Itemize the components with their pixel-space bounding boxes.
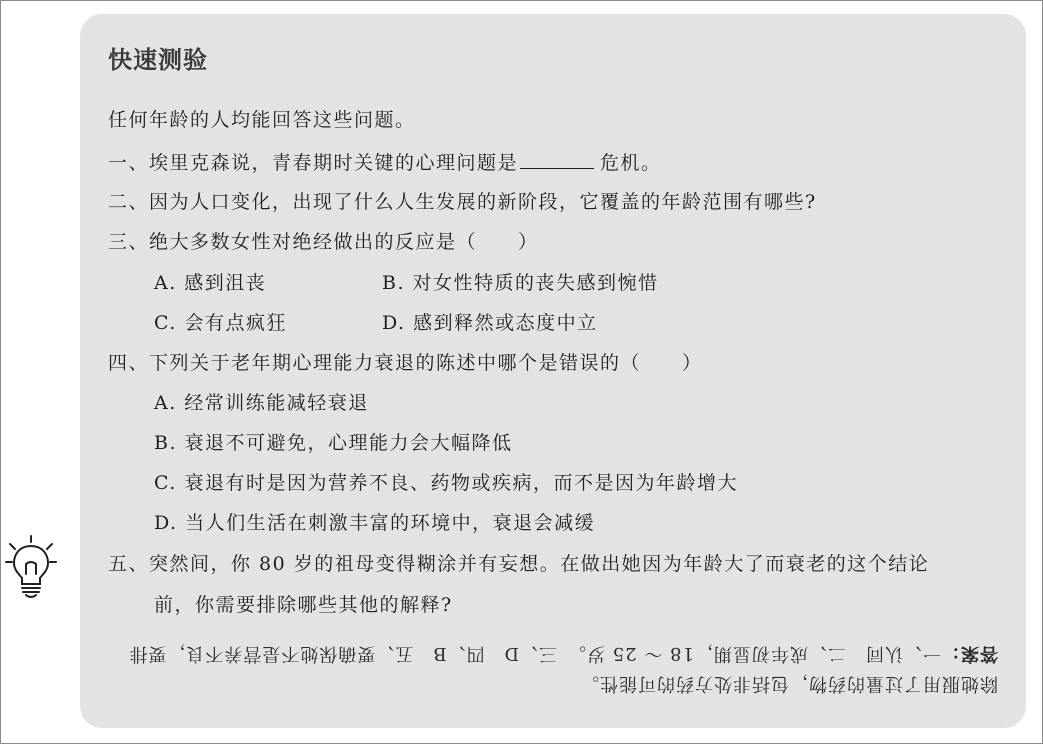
quiz-intro: 任何年龄的人均能回答这些问题。 [108,109,416,131]
question-1-text: 一、埃里克森说，青春期时关键的心理问题是 [108,152,519,174]
question-5: 五、突然间，你 80 岁的祖母变得糊涂并有妄想。在做出她因为年龄大了而衰老的这个结论 [108,553,930,575]
answers-line-1 [108,642,998,668]
question-1 [108,150,662,175]
answers-line-2: 除她服用了过量的药物，包括非处方药的可能性。 [580,673,998,694]
answers-label: 答案： [941,643,998,664]
upside-down-answers [108,638,998,702]
q4-option-d: D. 当人们生活在刺激丰富的环境中，衰退会减缓 [154,512,596,534]
q3-option-c: C. 会有点疯狂 [154,312,287,334]
question-3: 三、绝大多数女性对绝经做出的反应是（ ） [108,231,539,253]
q4-option-a: A. 经常训练能减轻衰退 [154,392,369,414]
q4-option-c: C. 衰退有时是因为营养不良、药物或疾病，而不是因为年龄增大 [154,472,738,494]
question-1-tail: 危机。 [600,152,662,174]
q3-option-b: B. 对女性特质的丧失感到惋惜 [382,272,659,294]
lightbulb-icon [4,534,58,600]
q3-option-d: D. 感到释然或态度中立 [382,312,598,334]
question-2: 二、因为人口变化，出现了什么人生发展的新阶段，它覆盖的年龄范围有哪些? [108,191,817,213]
q4-option-b: B. 衰退不可避免，心理能力会大幅降低 [154,432,513,454]
question-4: 四、下列关于老年期心理能力衰退的陈述中哪个是错误的（ ） [108,352,703,374]
answer-blank [520,150,594,169]
quiz-title: 快速测验 [108,46,208,74]
question-5-cont: 前，你需要排除哪些其他的解释? [154,594,453,616]
answers-text-1: 一、认同 二、成年初显期，18 ～ 25 岁。 三、D 四、B 五、要确保她不是营养不良，要排 [128,643,941,664]
q3-option-a: A. 感到沮丧 [154,272,267,294]
